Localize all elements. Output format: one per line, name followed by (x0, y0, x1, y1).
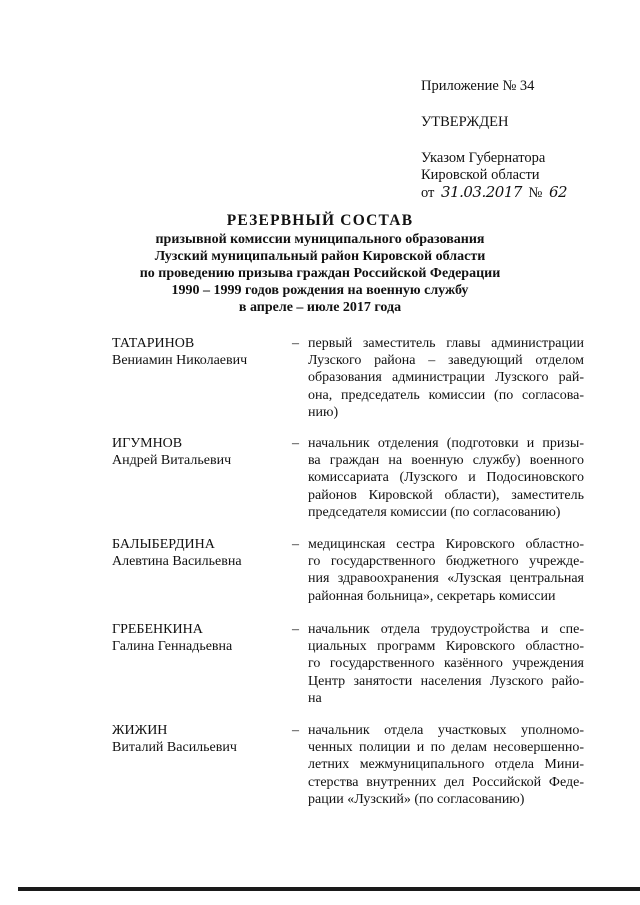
title-line-2: Лузский муниципальный район Кировской области (154, 249, 486, 264)
member-role (308, 621, 584, 707)
member-person (112, 536, 287, 570)
title-line-1: призывной комиссии муниципального образования (155, 232, 485, 247)
member-person (112, 722, 287, 756)
role-line: Центр занятости населения Лузского райо- (308, 673, 584, 689)
member-dash: – (292, 622, 299, 637)
from-label: от (421, 185, 435, 201)
role-line: циальных программ Кировского областно- (308, 639, 584, 655)
role-line: она, председатель комиссии (по согласова- (308, 387, 584, 403)
appendix-number: Приложение № 34 (421, 78, 535, 94)
page-bottom-border (18, 887, 640, 891)
role-line: медицинская сестра Кировского областно- (308, 537, 584, 552)
member-role (308, 435, 584, 521)
role-line: начальник отдела участковых уполномо- (308, 723, 584, 738)
role-line: на (308, 690, 322, 706)
role-line: Лузского района – заведующий отделом (308, 353, 584, 369)
document-title (120, 212, 520, 316)
role-line: нию) (308, 404, 339, 420)
member-surname: ГРЕБЕНКИНА (112, 622, 203, 637)
role-line: го государственного казённого учреждения (308, 656, 584, 672)
decree-line-1: Указом Губернатора (421, 150, 546, 166)
member-name: Виталий Васильевич (112, 740, 237, 756)
number-label: № (528, 185, 543, 201)
title-line-3: по проведению призыва граждан Российской Федерации (139, 266, 501, 281)
member-role (308, 536, 584, 605)
member-surname: БАЛЫБЕРДИНА (112, 537, 215, 552)
role-line: начальник отделения (подготовки и призы- (308, 436, 584, 451)
member-name: Вениамин Николаевич (112, 353, 248, 369)
role-line: ченных полиции и по делам несовершенно- (308, 740, 584, 756)
member-dash: – (292, 537, 299, 552)
title-line-4: 1990 – 1999 годов рождения на военную службу (171, 283, 469, 298)
role-line: ния здравоохранения «Лузская центральная (308, 571, 584, 587)
decree-date: 31.03.2017 (441, 183, 522, 201)
member-surname: ИГУМНОВ (112, 436, 183, 451)
decree-number: 62 (549, 183, 568, 201)
approval-block (421, 78, 621, 202)
member-name: Галина Геннадьевна (112, 639, 233, 655)
member-person (112, 435, 287, 469)
role-line: комиссариата (Лузского и Подосиновского (308, 470, 584, 486)
member-surname: ТАТАРИНОВ (112, 336, 195, 351)
role-line: председателя комиссии (по согласованию) (308, 504, 561, 520)
role-line: летних межмуниципального отдела Мини- (308, 757, 584, 773)
role-line: районов Кировской области), заместитель (308, 487, 584, 503)
member-dash: – (292, 723, 299, 738)
member-surname: ЖИЖИН (112, 723, 168, 738)
member-role (308, 335, 584, 421)
member-name: Алевтина Васильевна (112, 554, 242, 570)
member-person (112, 621, 287, 655)
role-line: стерства внутренних дел Российской Феде- (308, 774, 584, 790)
role-line: образования администрации Лузского рай- (308, 370, 584, 386)
member-dash: – (292, 436, 299, 451)
role-line: ва граждан на военную службу) военного (308, 453, 584, 469)
role-line: го государственного бюджетного учрежде- (308, 554, 584, 570)
title-line-5: в апреле – июле 2017 года (238, 300, 402, 315)
role-line: рации «Лузский» (по согласованию) (308, 791, 525, 807)
role-line: первый заместитель главы администрации (308, 336, 584, 351)
role-line: районная больница», секретарь комиссии (308, 588, 556, 604)
member-role (308, 722, 584, 808)
member-person (112, 335, 287, 369)
member-name: Андрей Витальевич (112, 453, 232, 469)
member-dash: – (292, 336, 299, 351)
decree-date-line (421, 184, 621, 202)
decree-line-2: Кировской области (421, 167, 540, 183)
approved-stamp: УТВЕРЖДЕН (421, 114, 509, 130)
role-line: начальник отдела трудоустройства и спе- (308, 622, 584, 637)
title-main: РЕЗЕРВНЫЙ СОСТАВ (226, 212, 414, 229)
